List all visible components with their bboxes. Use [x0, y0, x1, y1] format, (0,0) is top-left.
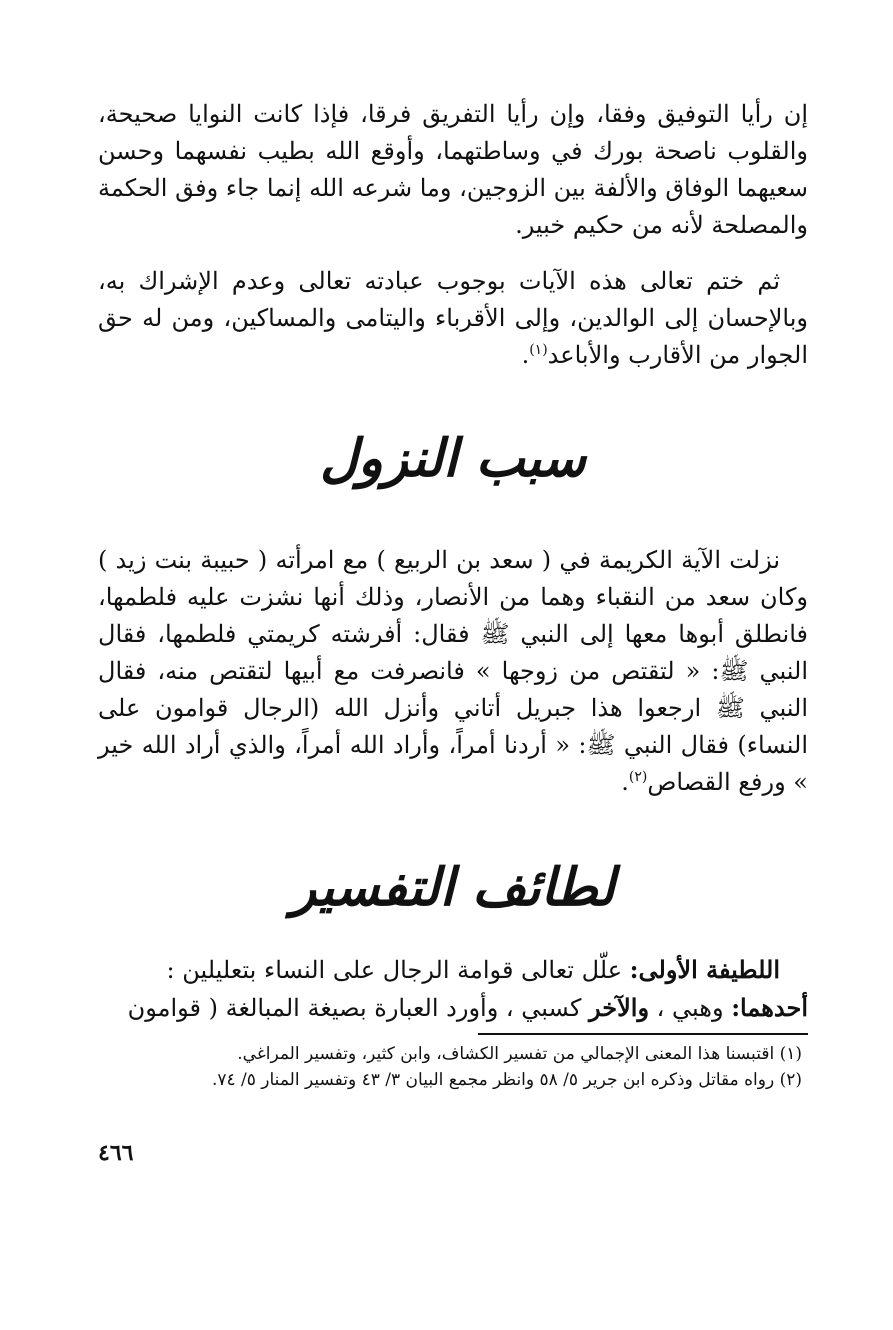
latifa-first — [98, 951, 808, 989]
latifa-first-label: اللطيفة الأولى: — [629, 955, 780, 984]
paragraph-2: ثم ختم تعالى هذه الآيات بوجوب عبادته تعالى وعدم الإشراك به، وبالإحسان إلى الوالدين، وإلى الأقرباء واليتامى والمساكين، ومن له حق الجوار من الأقارب والأباعد$^{(١)}$. — [98, 267, 808, 369]
paragraph-3-text: نزلت الآية الكريمة في ( سعد بن الربيع ) مع امرأته ( حبيبة بنت زيد ) وكان سعد من النقباء وهما من الأنصار، وذلك أنها نشزت عليه فلطمها، فانطلق أبوها معها إلى النبي ﷺ فقال: أفرشته كريمتي فلطمها، فقال النبي ﷺ: « لتقتص من زوجها » فانصرفت مع أبيها لتقتص منه، فقال النبي ﷺ ارجعوا هذا جبريل أتاني وأنزل الله (الرجال قوامون على النساء) فقال النبي ﷺ: « أردنا أمراً، وأراد الله أمراً، والذي أراد الله خير » ورفع القصاص — [98, 546, 808, 796]
footnote-ref-1: (١) — [529, 342, 548, 358]
latifa-second-label: أحدهما: — [731, 993, 808, 1022]
paragraph-1: إن رأيا التوفيق وفقا، وإن رأيا التفريق فرقا، فإذا كانت النوايا صحيحة، والقلوب ناصحة بورك في وساطتهما، وأوقع الله بطيب نفسهما وحسن سعيهما الوفاق والألفة بين الزوجين، وما شرعه الله إنما جاء وفق الحكمة والمصلحة لأنه من حكيم خبير. — [98, 100, 808, 239]
latifa-second-label2: والآخر — [589, 993, 650, 1022]
footnote-ref-2: (٢) — [628, 769, 648, 785]
latifa-second — [98, 989, 808, 1027]
footnote-divider — [478, 1033, 808, 1035]
latifa-first-text: علّل تعالى قوامة الرجال على النساء بتعليلين : — [166, 956, 623, 984]
paragraph-3: نزلت الآية الكريمة في ( سعد بن الربيع ) مع امرأته ( حبيبة بنت زيد ) وكان سعد من النقباء وهما من الأنصار، وذلك أنها نشزت عليه فلطمها، فانطلق أبوها معها إلى النبي ﷺ فقال: أفرشته كريمتي فلطمها، فقال النبي ﷺ: « لتقتص من زوجها » فانصرفت مع أبيها لتقتص منه، فقال النبي ﷺ ارجعوا هذا جبريل أتاني وأنزل الله (الرجال قوامون على النساء) فقال النبي ﷺ: « أردنا أمراً، وأراد الله أمراً، والذي أراد الله خير » ورفع القصاص$^{(٢)}$. — [98, 546, 808, 796]
heading-sabab-nuzul: سبب النزول — [320, 428, 586, 489]
footnote-1: (١) اقتبسنا هذا المعنى الإجمالي من تفسير الكشاف، وابن كثير، وتفسير المراغي. — [237, 1044, 802, 1064]
page-number: ٤٦٦ — [98, 1140, 134, 1166]
lataif-block — [98, 951, 808, 1027]
paragraph-gap — [98, 244, 808, 263]
footnotes — [98, 1041, 808, 1093]
page-body — [98, 96, 808, 1093]
heading-lataif-tafsir: لطائف التفسير — [291, 857, 615, 918]
latifa-second-mid: وهبي ، — [649, 994, 724, 1022]
footnote-2: (٢) رواه مقاتل وذكره ابن جرير ٥/ ٥٨ وانظر مجمع البيان ٣/ ٤٣ وتفسير المنار ٥/ ٧٤. — [211, 1070, 802, 1090]
paragraph-2-text: ثم ختم تعالى هذه الآيات بوجوب عبادته تعالى وعدم الإشراك به، وبالإحسان إلى الوالدين، وإلى الأقرباء واليتامى والمساكين، ومن له حق الجوار من الأقارب والأباعد — [98, 267, 808, 369]
latifa-second-text: كسبي ، وأورد العبارة بصيغة المبالغة ( قوامون — [127, 994, 582, 1022]
